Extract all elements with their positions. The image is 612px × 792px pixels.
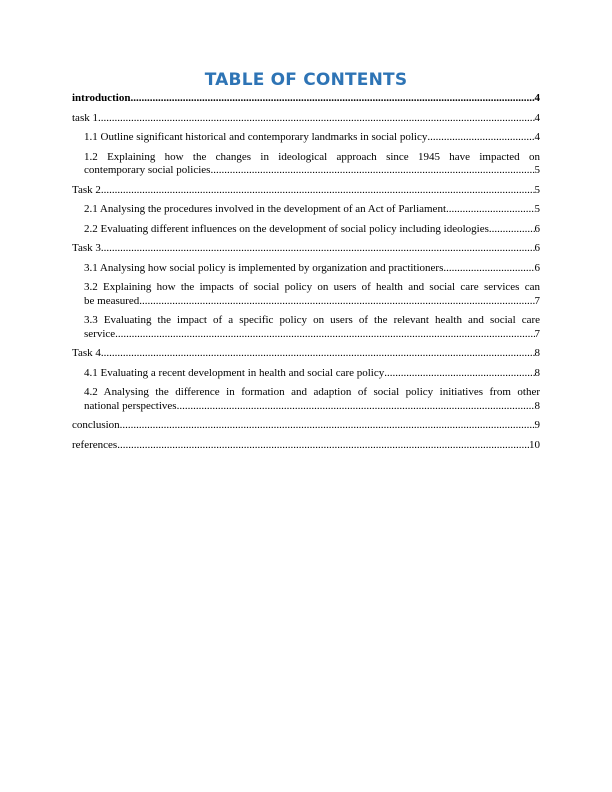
toc-entry-text-line1: 3.3 Evaluating the impact of a specific policy on users of the relevant health and social care bbox=[84, 314, 540, 326]
toc-page-number: 9 bbox=[534, 419, 540, 431]
toc-entry-3-2[interactable] bbox=[72, 281, 540, 308]
toc-entry-text-line2: service bbox=[84, 327, 116, 340]
toc-entry-3-1[interactable] bbox=[72, 262, 540, 276]
toc-entry-text-line2: be measured bbox=[84, 294, 140, 307]
toc-entry-text: task 1 bbox=[72, 111, 98, 124]
toc-leader-dots bbox=[101, 184, 535, 198]
toc-entry-text: 1.1 Outline significant historical and contemporary landmarks in social policy bbox=[84, 131, 428, 143]
toc-entry-text: 3.1 Analysing how social policy is implemented by organization and practitioners bbox=[84, 261, 444, 274]
toc-leader-dots bbox=[492, 223, 535, 237]
toc-entry-text-line2: national perspectives bbox=[84, 399, 177, 412]
toc-page-number: 8 bbox=[534, 399, 540, 412]
toc-entry-text: 2.2 Evaluating different influences on the development of social policy including ideologies. bbox=[84, 222, 492, 235]
toc-leader-dots bbox=[210, 164, 534, 178]
toc-entry-task-2[interactable] bbox=[72, 184, 540, 198]
toc-entry-text-line1: 3.2 Explaining how the impacts of social policy on users of health and social care services can bbox=[84, 281, 540, 293]
toc-list bbox=[72, 92, 540, 458]
toc-entry-text-line2: contemporary social policies bbox=[84, 164, 211, 176]
toc-page-number: 5 bbox=[534, 183, 540, 196]
toc-leader-dots bbox=[446, 203, 535, 217]
toc-leader-dots bbox=[384, 367, 534, 381]
toc-page-number: 4 bbox=[534, 92, 540, 104]
toc-page-number: 4 bbox=[534, 111, 540, 124]
toc-leader-dots bbox=[427, 131, 534, 145]
toc-entry-3-3[interactable] bbox=[72, 314, 540, 341]
toc-page-number: 8 bbox=[534, 347, 540, 359]
toc-entry-text: references bbox=[72, 438, 118, 451]
toc-entry-4-2[interactable] bbox=[72, 386, 540, 413]
toc-entry-text: Task 3 bbox=[72, 242, 101, 254]
toc-page-number: 7 bbox=[534, 327, 540, 340]
toc-entry-text: 4.1 Evaluating a recent development in health and social care policy bbox=[84, 366, 385, 379]
toc-leader-dots bbox=[115, 328, 534, 342]
toc-entry-text: Task 2 bbox=[72, 183, 101, 196]
toc-entry-text-line1: 4.2 Analysing the difference in formation and adaption of social policy initiatives from other bbox=[84, 386, 540, 398]
toc-leader-dots bbox=[139, 295, 534, 309]
toc-entry-introduction[interactable] bbox=[72, 92, 540, 106]
toc-page-number: 8 bbox=[534, 366, 540, 379]
toc-entry-1-1[interactable] bbox=[72, 131, 540, 145]
toc-leader-dots bbox=[101, 242, 535, 256]
toc-leader-dots bbox=[101, 347, 535, 361]
toc-entry-1-2[interactable] bbox=[72, 151, 540, 178]
toc-page-number: 7 bbox=[534, 294, 540, 307]
toc-leader-dots bbox=[98, 112, 535, 126]
toc-leader-dots bbox=[120, 419, 535, 433]
toc-entry-text: conclusion bbox=[72, 419, 120, 431]
toc-entry-4-1[interactable] bbox=[72, 367, 540, 381]
toc-title: TABLE OF CONTENTS bbox=[204, 70, 408, 90]
toc-leader-dots bbox=[130, 92, 534, 106]
toc-entry-2-2[interactable] bbox=[72, 223, 540, 237]
toc-leader-dots bbox=[177, 400, 535, 414]
toc-page-number: 6 bbox=[534, 222, 540, 235]
toc-entry-text: 2.1 Analysing the procedures involved in the development of an Act of Parliament bbox=[84, 203, 446, 215]
toc-entry-task-1[interactable] bbox=[72, 112, 540, 126]
toc-page-number: 6 bbox=[534, 261, 540, 274]
toc-page-number: 10 bbox=[529, 438, 540, 451]
toc-page-number: 6 bbox=[534, 242, 540, 254]
toc-entry-text: introduction bbox=[72, 92, 131, 104]
toc-leader-dots bbox=[117, 439, 529, 453]
toc-entry-text-line1: 1.2 Explaining how the changes in ideological approach since 1945 have impacted on bbox=[84, 150, 540, 163]
toc-page-number: 4 bbox=[534, 131, 540, 143]
toc-entry-2-1[interactable] bbox=[72, 203, 540, 217]
toc-page-number: 5 bbox=[534, 164, 540, 176]
toc-entry-task-4[interactable] bbox=[72, 347, 540, 361]
toc-page-number: 5 bbox=[534, 203, 540, 215]
toc-entry-task-3[interactable] bbox=[72, 242, 540, 256]
toc-entry-conclusion[interactable] bbox=[72, 419, 540, 433]
toc-entry-text: Task 4 bbox=[72, 347, 101, 359]
toc-entry-references[interactable] bbox=[72, 439, 540, 453]
toc-leader-dots bbox=[443, 262, 534, 276]
